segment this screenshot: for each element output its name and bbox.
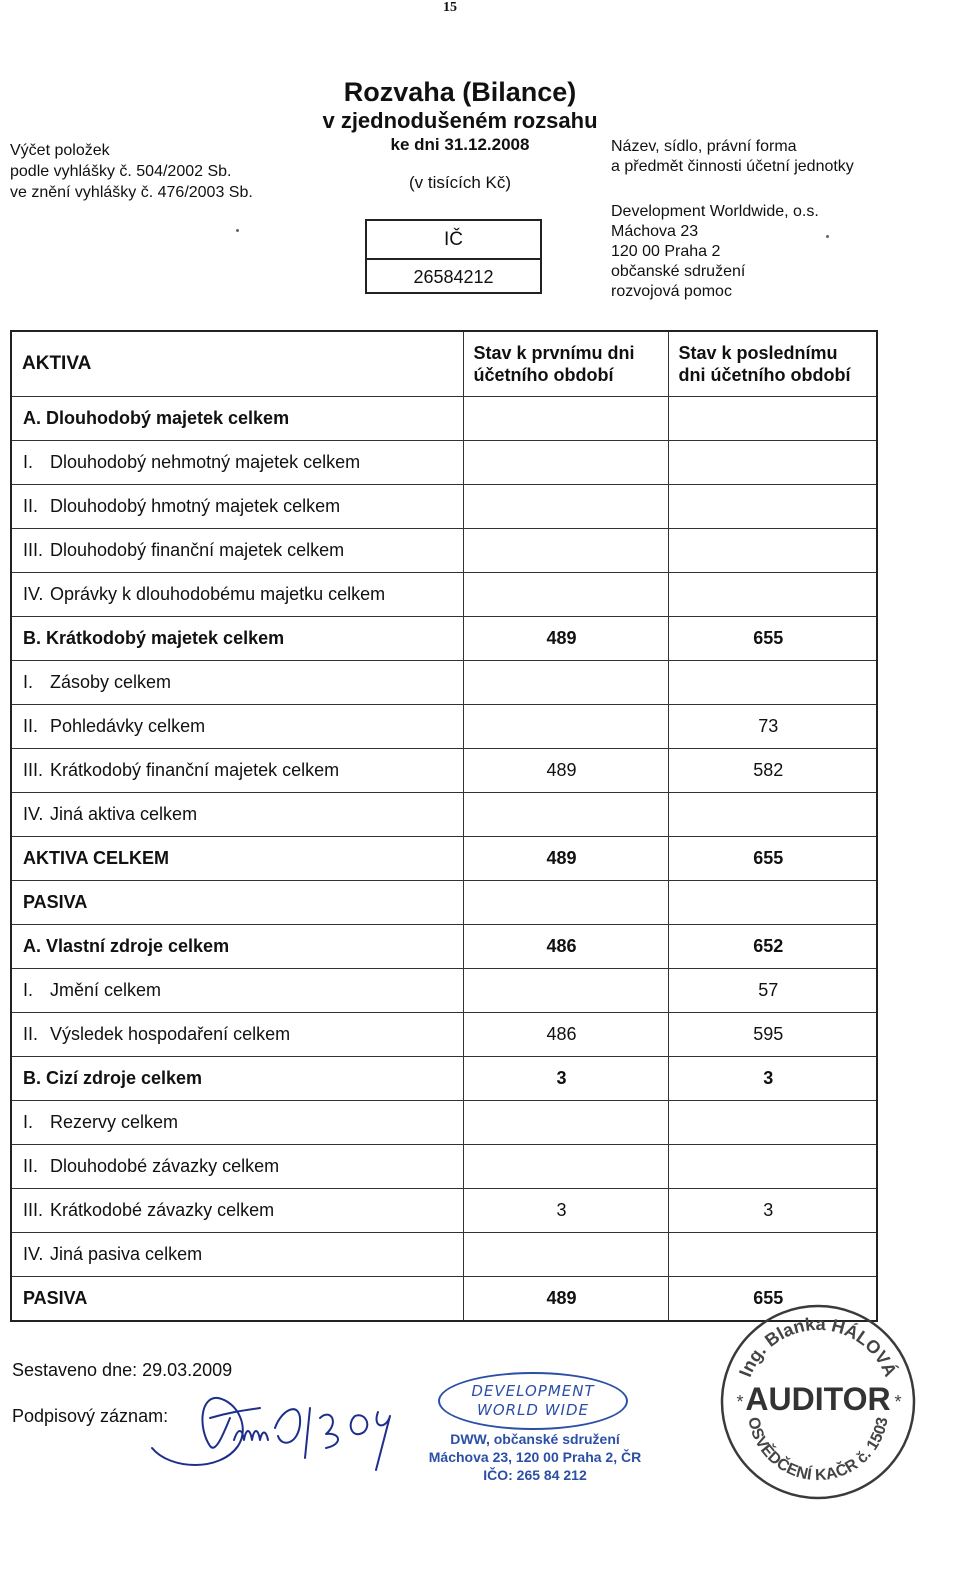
scan-speck — [236, 229, 239, 232]
value-start-of-period — [463, 529, 668, 573]
row-label — [11, 705, 463, 749]
entity-activity: rozvojová pomoc — [611, 283, 732, 300]
row-roman-numeral: IV. — [23, 804, 44, 824]
value-start-of-period — [463, 705, 668, 749]
row-label — [11, 925, 463, 969]
row-label-text: PASIVA — [23, 1288, 88, 1308]
table-header-row — [11, 331, 877, 397]
row-label-text: Výsledek hospodaření celkem — [50, 1024, 291, 1044]
value-start-of-period — [463, 485, 668, 529]
value-end-of-period — [668, 1233, 877, 1277]
value-end-of-period — [668, 529, 877, 573]
value-start-of-period: 486 — [463, 925, 668, 969]
units-note: (v tisících Kč) — [408, 173, 511, 192]
row-roman-numeral: II. — [23, 716, 39, 736]
value-start-of-period — [463, 1145, 668, 1189]
compiled-date: Sestaveno dne: 29.03.2009 — [12, 1360, 233, 1380]
entity-city: 120 00 Praha 2 — [611, 243, 721, 260]
legal-basis-line-3: ve znění vyhlášky č. 476/2003 Sb. — [10, 184, 253, 201]
stamp-line-1: DWW, občanské sdružení — [450, 1431, 620, 1447]
stamp-line-3: IČO: 265 84 212 — [483, 1467, 587, 1483]
row-label — [11, 1277, 463, 1322]
value-start-of-period — [463, 573, 668, 617]
table-row — [11, 749, 877, 793]
ic-value: 26584212 — [413, 267, 494, 287]
value-start-of-period — [463, 397, 668, 441]
row-label — [11, 529, 463, 573]
row-roman-numeral: I. — [23, 672, 34, 692]
row-roman-numeral: III. — [23, 760, 44, 780]
value-start-of-period: 489 — [463, 617, 668, 661]
column-header-end: Stav k poslednímu dni účetního období — [668, 331, 877, 397]
value-start-of-period: 3 — [463, 1189, 668, 1233]
row-label-text: Krátkodobé závazky celkem — [50, 1200, 275, 1220]
value-end-of-period: 655 — [668, 1277, 877, 1322]
table-row — [11, 793, 877, 837]
value-end-of-period: 73 — [668, 705, 877, 749]
logo-text-2: WORLD WIDE — [476, 1401, 590, 1419]
table-row — [11, 1101, 877, 1145]
legal-basis-note — [10, 140, 253, 203]
table-row — [11, 485, 877, 529]
table-row — [11, 397, 877, 441]
row-label — [11, 837, 463, 881]
table-row — [11, 529, 877, 573]
entity-name: Development Worldwide, o.s. — [611, 203, 819, 220]
row-label-text: AKTIVA CELKEM — [23, 848, 169, 868]
row-label-text: Rezervy celkem — [50, 1112, 179, 1132]
entity-heading-1: Název, sídlo, právní forma — [611, 138, 797, 155]
table-row — [11, 573, 877, 617]
table-row — [11, 1189, 877, 1233]
ic-label: IČ — [367, 221, 540, 260]
row-label-text: Dlouhodobý nehmotný majetek celkem — [50, 452, 361, 472]
value-end-of-period — [668, 661, 877, 705]
row-label — [11, 441, 463, 485]
table-row — [11, 837, 877, 881]
row-label-text: Dlouhodobý hmotný majetek celkem — [50, 496, 341, 516]
value-end-of-period — [668, 881, 877, 925]
entity-street: Máchova 23 — [611, 223, 699, 240]
row-label — [11, 485, 463, 529]
row-label — [11, 397, 463, 441]
row-roman-numeral: IV. — [23, 1244, 44, 1264]
document-subtitle: v zjednodušeném rozsahu — [322, 108, 598, 133]
value-start-of-period — [463, 793, 668, 837]
row-roman-numeral: II. — [23, 1024, 39, 1044]
row-roman-numeral: II. — [23, 496, 39, 516]
stamp-line-2: Máchova 23, 120 00 Praha 2, ČR — [428, 1449, 642, 1465]
entity-heading-2: a předmět činnosti účetní jednotky — [611, 158, 854, 175]
dww-logo — [438, 1372, 628, 1430]
value-start-of-period — [463, 881, 668, 925]
table-row — [11, 1233, 877, 1277]
value-start-of-period: 3 — [463, 1057, 668, 1101]
entity-legal-form: občanské sdružení — [611, 263, 746, 280]
table-row — [11, 441, 877, 485]
table-row — [11, 705, 877, 749]
table-row — [11, 881, 877, 925]
row-label — [11, 1013, 463, 1057]
row-label — [11, 1057, 463, 1101]
value-end-of-period: 595 — [668, 1013, 877, 1057]
row-label — [11, 1101, 463, 1145]
value-end-of-period: 655 — [668, 617, 877, 661]
row-label — [11, 969, 463, 1013]
document-title: Rozvaha (Bilance) — [343, 77, 577, 107]
value-end-of-period — [668, 397, 877, 441]
value-end-of-period — [668, 1145, 877, 1189]
value-end-of-period: 3 — [668, 1057, 877, 1101]
value-end-of-period — [668, 793, 877, 837]
row-label-text: B. Krátkodobý majetek celkem — [23, 628, 285, 648]
value-end-of-period — [668, 1101, 877, 1145]
value-start-of-period — [463, 661, 668, 705]
balance-sheet-table — [10, 330, 878, 1322]
value-end-of-period: 655 — [668, 837, 877, 881]
logo-text-1: DEVELOPMENT — [471, 1382, 595, 1400]
value-start-of-period: 489 — [463, 837, 668, 881]
row-label — [11, 1145, 463, 1189]
document-title-block — [300, 76, 620, 193]
value-end-of-period: 3 — [668, 1189, 877, 1233]
svg-text:*: * — [894, 1392, 902, 1412]
table-row — [11, 925, 877, 969]
table-row — [11, 1145, 877, 1189]
row-label-text: A. Dlouhodobý majetek celkem — [23, 408, 290, 428]
table-row — [11, 661, 877, 705]
svg-text:Ing. Blanka HÁLOVÁ: Ing. Blanka HÁLOVÁ — [735, 1313, 901, 1380]
organization-stamp — [400, 1372, 670, 1484]
row-roman-numeral: IV. — [23, 584, 44, 604]
row-label-text: Krátkodobý finanční majetek celkem — [50, 760, 340, 780]
row-label-text: Jiná aktiva celkem — [50, 804, 198, 824]
value-end-of-period: 582 — [668, 749, 877, 793]
page-number: 15 — [443, 0, 457, 15]
value-end-of-period — [668, 485, 877, 529]
row-roman-numeral: I. — [23, 452, 34, 472]
table-row — [11, 1013, 877, 1057]
value-end-of-period — [668, 441, 877, 485]
column-header-start: Stav k prvnímu dni účetního období — [463, 331, 668, 397]
value-end-of-period: 652 — [668, 925, 877, 969]
value-start-of-period: 486 — [463, 1013, 668, 1057]
ic-box — [365, 219, 542, 294]
legal-basis-line-1: Výčet položek — [10, 142, 110, 159]
column-header-assets: AKTIVA — [11, 331, 463, 397]
row-label-text: Jiná pasiva celkem — [50, 1244, 203, 1264]
row-label — [11, 749, 463, 793]
value-start-of-period — [463, 969, 668, 1013]
table-row — [11, 617, 877, 661]
value-end-of-period — [668, 573, 877, 617]
value-start-of-period — [463, 1233, 668, 1277]
row-label-text: A. Vlastní zdroje celkem — [23, 936, 230, 956]
row-label — [11, 881, 463, 925]
svg-text:AUDITOR: AUDITOR — [745, 1381, 891, 1417]
signature-label: Podpisový záznam: — [12, 1406, 169, 1426]
row-roman-numeral: III. — [23, 540, 44, 560]
row-label — [11, 793, 463, 837]
row-label-text: Dlouhodobé závazky celkem — [50, 1156, 280, 1176]
balance-date: ke dni 31.12.2008 — [390, 135, 530, 154]
row-label — [11, 1233, 463, 1277]
handwritten-signature — [150, 1388, 400, 1478]
row-roman-numeral: II. — [23, 1156, 39, 1176]
row-label — [11, 1189, 463, 1233]
row-roman-numeral: I. — [23, 980, 34, 1000]
row-label-text: Jmění celkem — [50, 980, 162, 1000]
row-label-text: B. Cizí zdroje celkem — [23, 1068, 203, 1088]
scan-speck — [826, 235, 829, 238]
entity-info — [611, 137, 854, 302]
value-start-of-period: 489 — [463, 1277, 668, 1322]
value-start-of-period: 489 — [463, 749, 668, 793]
row-roman-numeral: III. — [23, 1200, 44, 1220]
row-label — [11, 617, 463, 661]
row-roman-numeral: I. — [23, 1112, 34, 1132]
value-end-of-period: 57 — [668, 969, 877, 1013]
row-label-text: Pohledávky celkem — [50, 716, 206, 736]
row-label-text: Oprávky k dlouhodobému majetku celkem — [50, 584, 386, 604]
row-label-text: PASIVA — [23, 892, 88, 912]
table-row — [11, 1057, 877, 1101]
svg-text:OSVĚDČENÍ KAČR č. 1503: OSVĚDČENÍ KAČR č. 1503 — [744, 1415, 892, 1485]
table-row — [11, 969, 877, 1013]
row-label — [11, 573, 463, 617]
svg-text:*: * — [736, 1392, 744, 1412]
row-label-text: Zásoby celkem — [50, 672, 172, 692]
value-start-of-period — [463, 441, 668, 485]
value-start-of-period — [463, 1101, 668, 1145]
legal-basis-line-2: podle vyhlášky č. 504/2002 Sb. — [10, 163, 232, 180]
row-label — [11, 661, 463, 705]
row-label-text: Dlouhodobý finanční majetek celkem — [50, 540, 345, 560]
auditor-stamp — [718, 1302, 918, 1502]
